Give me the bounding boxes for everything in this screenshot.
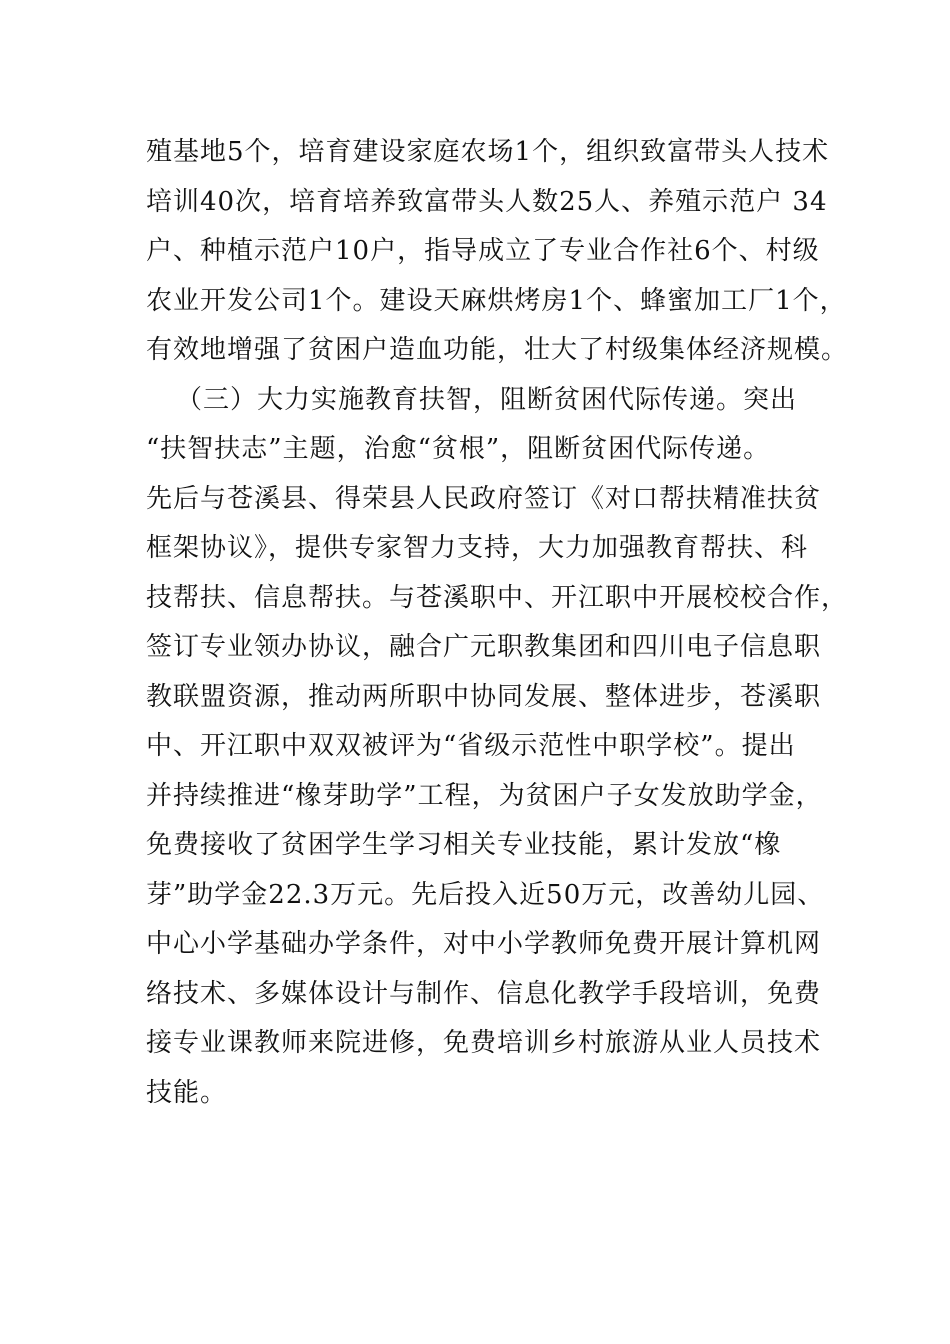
paragraph-livelihood (146, 128, 849, 376)
text-line: 农业开发公司1个。建设天麻烘烤房1个、蜂蜜加工厂1个， (146, 285, 847, 316)
text-line: 签订专业领办协议，融合广元职教集团和四川电子信息职 (146, 632, 822, 662)
text-line: 并持续推进“橡芽助学”工程，为贫困户子女发放助学金， (146, 780, 823, 811)
text-line: 框架协议》，提供专家智力支持，大力加强教育帮扶、科 (146, 533, 809, 563)
paragraph-education (146, 376, 849, 1119)
text-line: 有效地增强了贫困户造血功能，壮大了村级集体经济规模。 (146, 335, 849, 365)
text-line: 技帮扶、信息帮扶。与苍溪职中、开江职中开展校校合作， (146, 582, 849, 613)
text-line: 殖基地5个，培育建设家庭农场1个，组织致富带头人技术 (146, 137, 830, 167)
text-line: 芽”助学金22.3万元。先后投入近50万元，改善幼儿园、 (146, 879, 825, 910)
text-line: 户、种植示范户10户，指导成立了专业合作社6个、村级 (146, 236, 820, 266)
document-body (146, 128, 849, 1118)
text-line: 免费接收了贫困学生学习相关专业技能，累计发放“橡 (146, 830, 782, 860)
text-line: 接专业课教师来院进修，免费培训乡村旅游从业人员技术 (146, 1028, 822, 1058)
text-line: 中、开江职中双双被评为“省级示范性中职学校”。提出 (146, 731, 796, 761)
text-line: 络技术、多媒体设计与制作、信息化教学手段培训，免费 (146, 978, 822, 1009)
section-heading-line: （三）大力实施教育扶智，阻断贫困代际传递。突出 (176, 384, 798, 415)
text-line: 培训40次，培育培养致富带头人数25人、养殖示范户 34 (146, 186, 828, 217)
text-line: 中心小学基础办学条件，对中小学教师免费开展计算机网 (146, 929, 822, 959)
text-line: 先后与苍溪县、得荣县人民政府签订《对口帮扶精准扶贫 (146, 483, 822, 514)
text-line: “扶智扶志”主题，治愈“贫根”，阻断贫困代际传递。 (146, 434, 771, 464)
text-line: 教联盟资源，推动两所职中协同发展、整体进步，苍溪职 (146, 681, 822, 712)
text-line: 技能。 (146, 1077, 228, 1108)
